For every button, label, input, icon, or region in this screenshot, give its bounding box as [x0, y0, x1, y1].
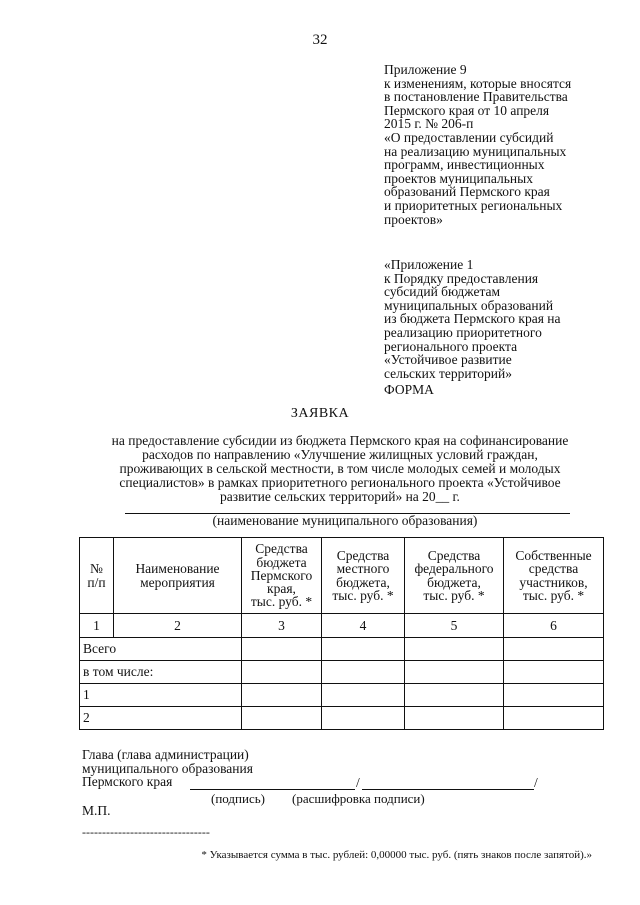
appendix-9-line: образований Пермского края [384, 184, 550, 200]
table-row-including [80, 661, 604, 684]
table-cell [322, 638, 405, 661]
table-cell [504, 684, 604, 707]
table-cell [405, 707, 504, 730]
municipality-label: (наименование муниципального образования) [212, 513, 478, 528]
row-index: 1 [80, 684, 242, 707]
table-cell [504, 638, 604, 661]
subtitle-line: расходов по направлению «Улучшение жилищных условий граждан, [142, 447, 538, 462]
document-subtitle [60, 434, 620, 504]
table-cell [242, 661, 322, 684]
caption-decoding: (расшифровка подписи) [292, 791, 425, 806]
table-cell [242, 638, 322, 661]
stamp-label: М.П. [82, 803, 111, 818]
appendix-9-block [384, 63, 624, 226]
row-index: 2 [80, 707, 242, 730]
page-number: 32 [312, 32, 328, 48]
appendix-1-line: реализацию приоритетного [384, 324, 542, 340]
appendix-1-line: к Порядку предоставления [384, 270, 539, 286]
total-label: Всего [80, 638, 242, 661]
appendix-1-line: сельских территорий» [384, 365, 512, 381]
subtitle-line: на предоставление субсидии из бюджета Пермского края на софинансирование [111, 433, 569, 448]
document-title: ЗАЯВКА [290, 406, 350, 421]
signature-line: Глава (глава администрации) [82, 747, 249, 762]
signature-line: Пермского края [82, 774, 173, 790]
caption-signature: (подпись) [211, 791, 265, 806]
table-cell [322, 661, 405, 684]
appendix-1-line: «Приложение 1 [384, 257, 474, 272]
header-cell-activity: Наименование мероприятия [114, 538, 242, 614]
table-cell [242, 707, 322, 730]
footnote: * Указывается сумма в тыс. рублей: 0,00000 тыс. руб. (пять знаков после запятой).» [201, 849, 592, 861]
column-number: 5 [405, 614, 504, 638]
column-number: 4 [322, 614, 405, 638]
signature-underline [190, 789, 355, 790]
table-cell [405, 638, 504, 661]
column-number: 6 [504, 614, 604, 638]
appendix-1-line: из бюджета Пермского края на [384, 311, 561, 327]
appendix-1-line: регионального проекта [384, 338, 518, 354]
header-cell-federal-budget: Средства федерального бюджета, тыс. руб. * [405, 538, 504, 614]
header-cell-number: № п/п [80, 538, 114, 614]
signature-line: муниципального образования [82, 760, 253, 776]
appendix-1-line: субсидий бюджетам [384, 284, 501, 300]
appendix-9-line: к изменениям, которые вносятся [384, 75, 572, 91]
appendix-1-line: «Устойчивое развитие [384, 352, 512, 368]
table-cell [322, 707, 405, 730]
appendix-1-block [384, 258, 624, 380]
table-cell [405, 684, 504, 707]
table-number-row [80, 614, 604, 638]
signature-slash: / [356, 775, 360, 790]
appendix-9-line: проектов» [384, 211, 443, 227]
table-cell [504, 661, 604, 684]
including-label: в том числе: [80, 661, 242, 684]
signature-slash-end: / [534, 775, 538, 790]
appendix-9-line: программ, инвестиционных [384, 157, 545, 173]
header-cell-own-funds: Собственные средства участников, тыс. руб. * [504, 538, 604, 614]
appendix-9-line: Приложение 9 [384, 62, 467, 77]
form-label: ФОРМА [384, 382, 434, 397]
table-cell [242, 684, 322, 707]
column-number: 3 [242, 614, 322, 638]
appendix-1-line: муниципальных образований [384, 297, 554, 313]
table-cell [322, 684, 405, 707]
subtitle-line: специалистов» в рамках приоритетного регионального проекта «Устойчивое [119, 475, 561, 490]
appendix-9-line: и приоритетных региональных [384, 197, 563, 213]
signature-block [82, 748, 253, 789]
decoding-underline [362, 789, 534, 790]
request-table [79, 537, 604, 730]
appendix-9-line: на реализацию муниципальных [384, 143, 567, 159]
appendix-9-line: «О предоставлении субсидий [384, 129, 554, 145]
column-number: 2 [114, 614, 242, 638]
table-row [80, 707, 604, 730]
header-cell-local-budget: Средства местного бюджета, тыс. руб. * [322, 538, 405, 614]
column-number: 1 [80, 614, 114, 638]
appendix-9-line: Пермского края от 10 апреля [384, 102, 550, 118]
appendix-9-line: в постановление Правительства [384, 89, 568, 105]
table-cell [504, 707, 604, 730]
table-row-total [80, 638, 604, 661]
subtitle-line: развитие сельских территорий» на 20__ г. [220, 489, 460, 504]
table-header-row [80, 538, 604, 614]
header-cell-regional-budget: Средства бюджета Пермского края, тыс. руб. * [242, 538, 322, 614]
subtitle-line: проживающих в сельской местности, в том числе молодых семей и молодых [119, 461, 561, 476]
appendix-9-line: 2015 г. № 206-п [384, 116, 474, 132]
footnote-separator: -------------------------------- [82, 825, 210, 839]
appendix-9-line: проектов муниципальных [384, 170, 533, 186]
table-cell [405, 661, 504, 684]
table-row [80, 684, 604, 707]
